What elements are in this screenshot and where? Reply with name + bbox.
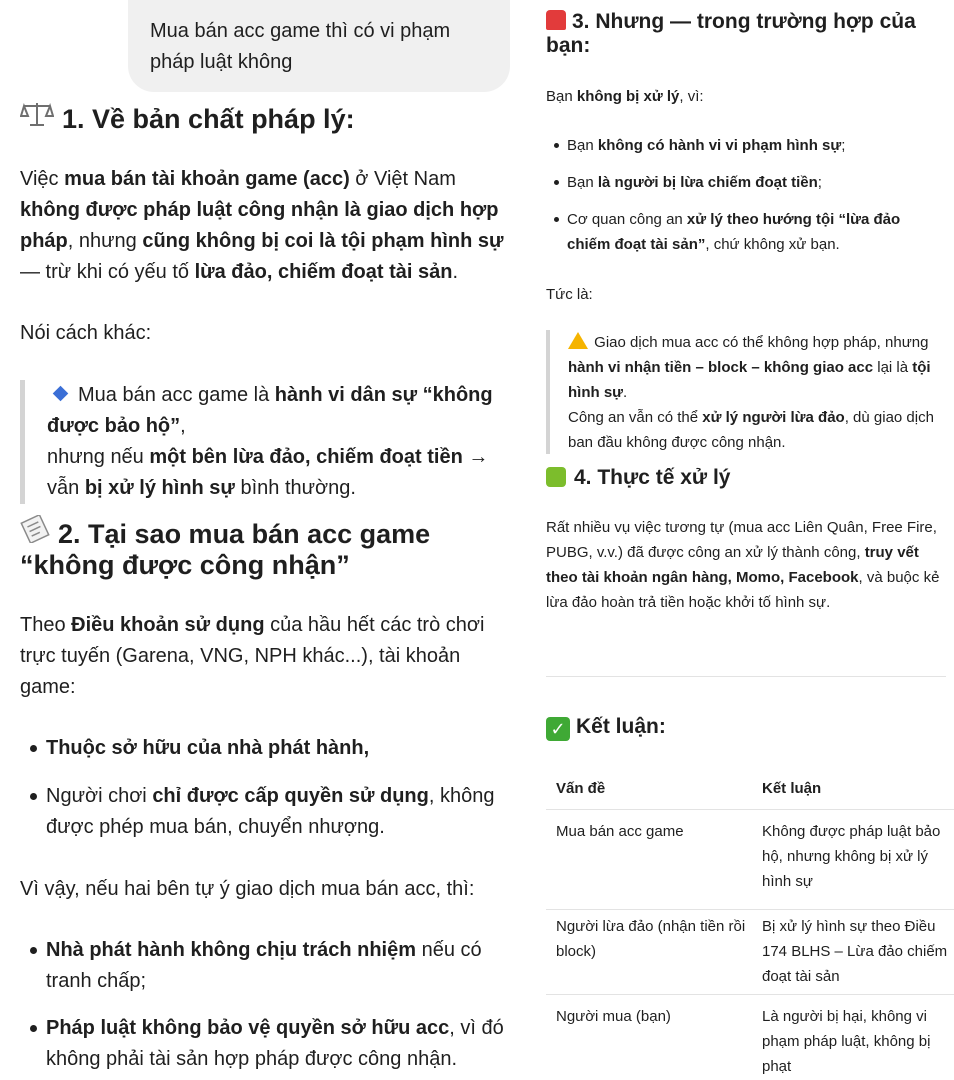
text: Bạn xyxy=(567,174,598,191)
text-bold: mua bán tài khoản game (acc) xyxy=(64,168,350,190)
text-bold: lừa đảo, chiếm đoạt tài sản xyxy=(194,261,453,283)
list-item xyxy=(28,1013,508,1075)
text: . xyxy=(623,384,628,401)
right-response-column xyxy=(540,0,954,1080)
table-row xyxy=(546,910,954,995)
divider xyxy=(546,676,946,677)
scales-icon xyxy=(20,100,54,135)
text-bold: Điều khoản sử dụng xyxy=(71,614,265,636)
text: , xyxy=(180,415,186,437)
table-row xyxy=(546,995,954,1080)
conclusion-title: Kết luận: xyxy=(576,715,666,738)
siren-icon xyxy=(546,10,566,30)
table-cell: Là người bị hại, không vi phạm pháp luật, không bị phạt xyxy=(762,1008,931,1075)
table-row xyxy=(546,810,954,910)
text: nếu có tranh chấp; xyxy=(46,939,482,992)
text: — trừ khi có yếu tố xyxy=(20,261,195,283)
conclusion-table xyxy=(546,770,954,1080)
text: Cơ quan công an xyxy=(567,211,687,228)
text-bold: Thuộc sở hữu của nhà phát hành, xyxy=(46,737,370,759)
text: ; xyxy=(817,174,822,191)
text-bold: xử lý người lừa đảo xyxy=(702,409,845,426)
table-cell: Bị xử lý hình sự theo Điều 174 BLHS – Lừa đảo chiếm đoạt tài sản xyxy=(762,918,948,985)
paragraph-that-is: Tức là: xyxy=(546,286,593,303)
paragraph-not-punished xyxy=(546,84,946,109)
text: Mua bán acc game là xyxy=(78,384,275,406)
check-mark-icon: ✓ xyxy=(546,717,570,741)
text-bold: tội hình sự xyxy=(568,359,931,401)
list-item xyxy=(28,935,508,997)
text: Người chơi xyxy=(46,785,153,807)
text-bold: không có hành vi vi phạm hình sự xyxy=(597,137,842,154)
text: Theo xyxy=(20,614,72,636)
table-cell: Mua bán acc game xyxy=(556,823,684,840)
newspaper-icon xyxy=(20,515,50,550)
section-1-heading xyxy=(20,100,355,135)
paragraph-legal-nature xyxy=(20,164,515,288)
text-bold: không bị xử lý xyxy=(576,88,680,105)
text-bold: là người bị lừa chiếm đoạt tiền xyxy=(597,174,818,191)
paragraph-therefore: Vì vậy, nếu hai bên tự ý giao dịch mua bán acc, thì: xyxy=(20,878,475,900)
user-message-bubble xyxy=(128,0,510,92)
list-item xyxy=(554,207,944,257)
text: Bạn xyxy=(567,137,598,154)
user-message-text: Mua bán acc game thì có vi phạm pháp luật không xyxy=(150,20,451,73)
section-4-title: 4. Thực tế xử lý xyxy=(574,466,731,489)
section-3-title: 3. Nhưng — trong trường hợp của bạn: xyxy=(546,10,916,57)
puzzle-icon xyxy=(546,467,566,487)
table-cell: Người mua (bạn) xyxy=(556,1008,671,1025)
text-bold: hành vi nhận tiền – block – không giao acc xyxy=(568,359,874,376)
list-item xyxy=(28,781,508,843)
table-cell: Người lừa đảo (nhận tiền rồi block) xyxy=(556,918,746,960)
text: , và buộc kẻ lừa đảo hoàn trả tiền hoặc khởi tố hình sự. xyxy=(546,569,940,611)
section-2-title: 2. Tại sao mua bán acc game “không được công nhận” xyxy=(20,519,431,580)
table-header-cell: Vấn đề xyxy=(556,780,606,797)
text: , nhưng xyxy=(67,230,143,252)
text: , vì đó không phải tài sản hợp pháp được công nhận. xyxy=(46,1017,504,1070)
list-item xyxy=(28,733,508,764)
text: Giao dịch mua acc có thể không hợp pháp, nhưng xyxy=(590,334,929,351)
text: → vẫn xyxy=(47,446,489,499)
text: , không được phép mua bán, chuyển nhượng. xyxy=(46,785,495,838)
text-bold: bị xử lý hình sự xyxy=(84,477,235,499)
text-bold: Pháp luật không bảo vệ quyền sở hữu acc xyxy=(46,1017,450,1039)
text-bold: truy vết theo tài khoản ngân hàng, Momo, Facebook xyxy=(546,544,919,586)
blue-diamond-icon xyxy=(53,386,69,402)
warning-icon xyxy=(568,332,588,349)
text: , vì: xyxy=(679,88,704,105)
text: . xyxy=(452,261,459,283)
section-2-heading xyxy=(20,515,515,581)
text: , dù giao dịch ban đầu không được công nhận. xyxy=(568,409,934,451)
table-header-row xyxy=(546,770,954,810)
text-bold: Nhà phát hành không chịu trách nhiệm xyxy=(46,939,417,961)
text: Bạn xyxy=(546,88,577,105)
text-bold: cũng không bị coi là tội phạm hình sự xyxy=(142,230,504,252)
text-bold: không được pháp luật công nhận là giao dịch hợp pháp xyxy=(20,199,499,252)
blockquote-warning xyxy=(546,330,954,454)
section-1-title: 1. Về bản chất pháp lý: xyxy=(62,104,355,134)
text: lại là xyxy=(873,359,913,376)
text: Công an vẫn có thể xyxy=(568,409,703,426)
list-item xyxy=(554,170,944,195)
text: ; xyxy=(841,137,846,154)
blockquote-civil-act xyxy=(20,380,515,504)
text-bold: hành vi dân sự “không được bảo hộ” xyxy=(47,384,493,437)
conclusion-heading xyxy=(546,715,946,739)
text: ở Việt Nam xyxy=(349,168,456,190)
text: bình thường. xyxy=(234,477,356,499)
text-bold: một bên lừa đảo, chiếm đoạt tiền xyxy=(149,446,463,468)
text-bold: chỉ được cấp quyền sử dụng xyxy=(152,785,429,807)
paragraph-in-other-words: Nói cách khác: xyxy=(20,322,152,344)
text: Rất nhiều vụ việc tương tự (mua acc Liên Quân, Free Fire, PUBG, v.v.) đã được công an xử lý thành công, xyxy=(546,519,937,561)
text: của hầu hết các trò chơi trực tuyến (Garena, VNG, NPH khác...), tài khoản game: xyxy=(20,614,485,698)
paragraph-practice xyxy=(546,515,946,615)
text: Việc xyxy=(20,168,65,190)
list-item xyxy=(554,133,944,158)
section-3-heading xyxy=(546,8,946,58)
text: nhưng nếu xyxy=(47,446,150,468)
table-cell: Không được pháp luật bảo hộ, nhưng không bị xử lý hình sự xyxy=(762,823,941,890)
paragraph-terms-of-service xyxy=(20,610,515,703)
table-header-cell: Kết luận xyxy=(762,780,822,797)
section-4-heading xyxy=(546,464,946,490)
text-bold: xử lý theo hướng tội “lừa đảo chiếm đoạt tài sản” xyxy=(567,211,901,253)
text: , chứ không xử bạn. xyxy=(705,236,840,253)
